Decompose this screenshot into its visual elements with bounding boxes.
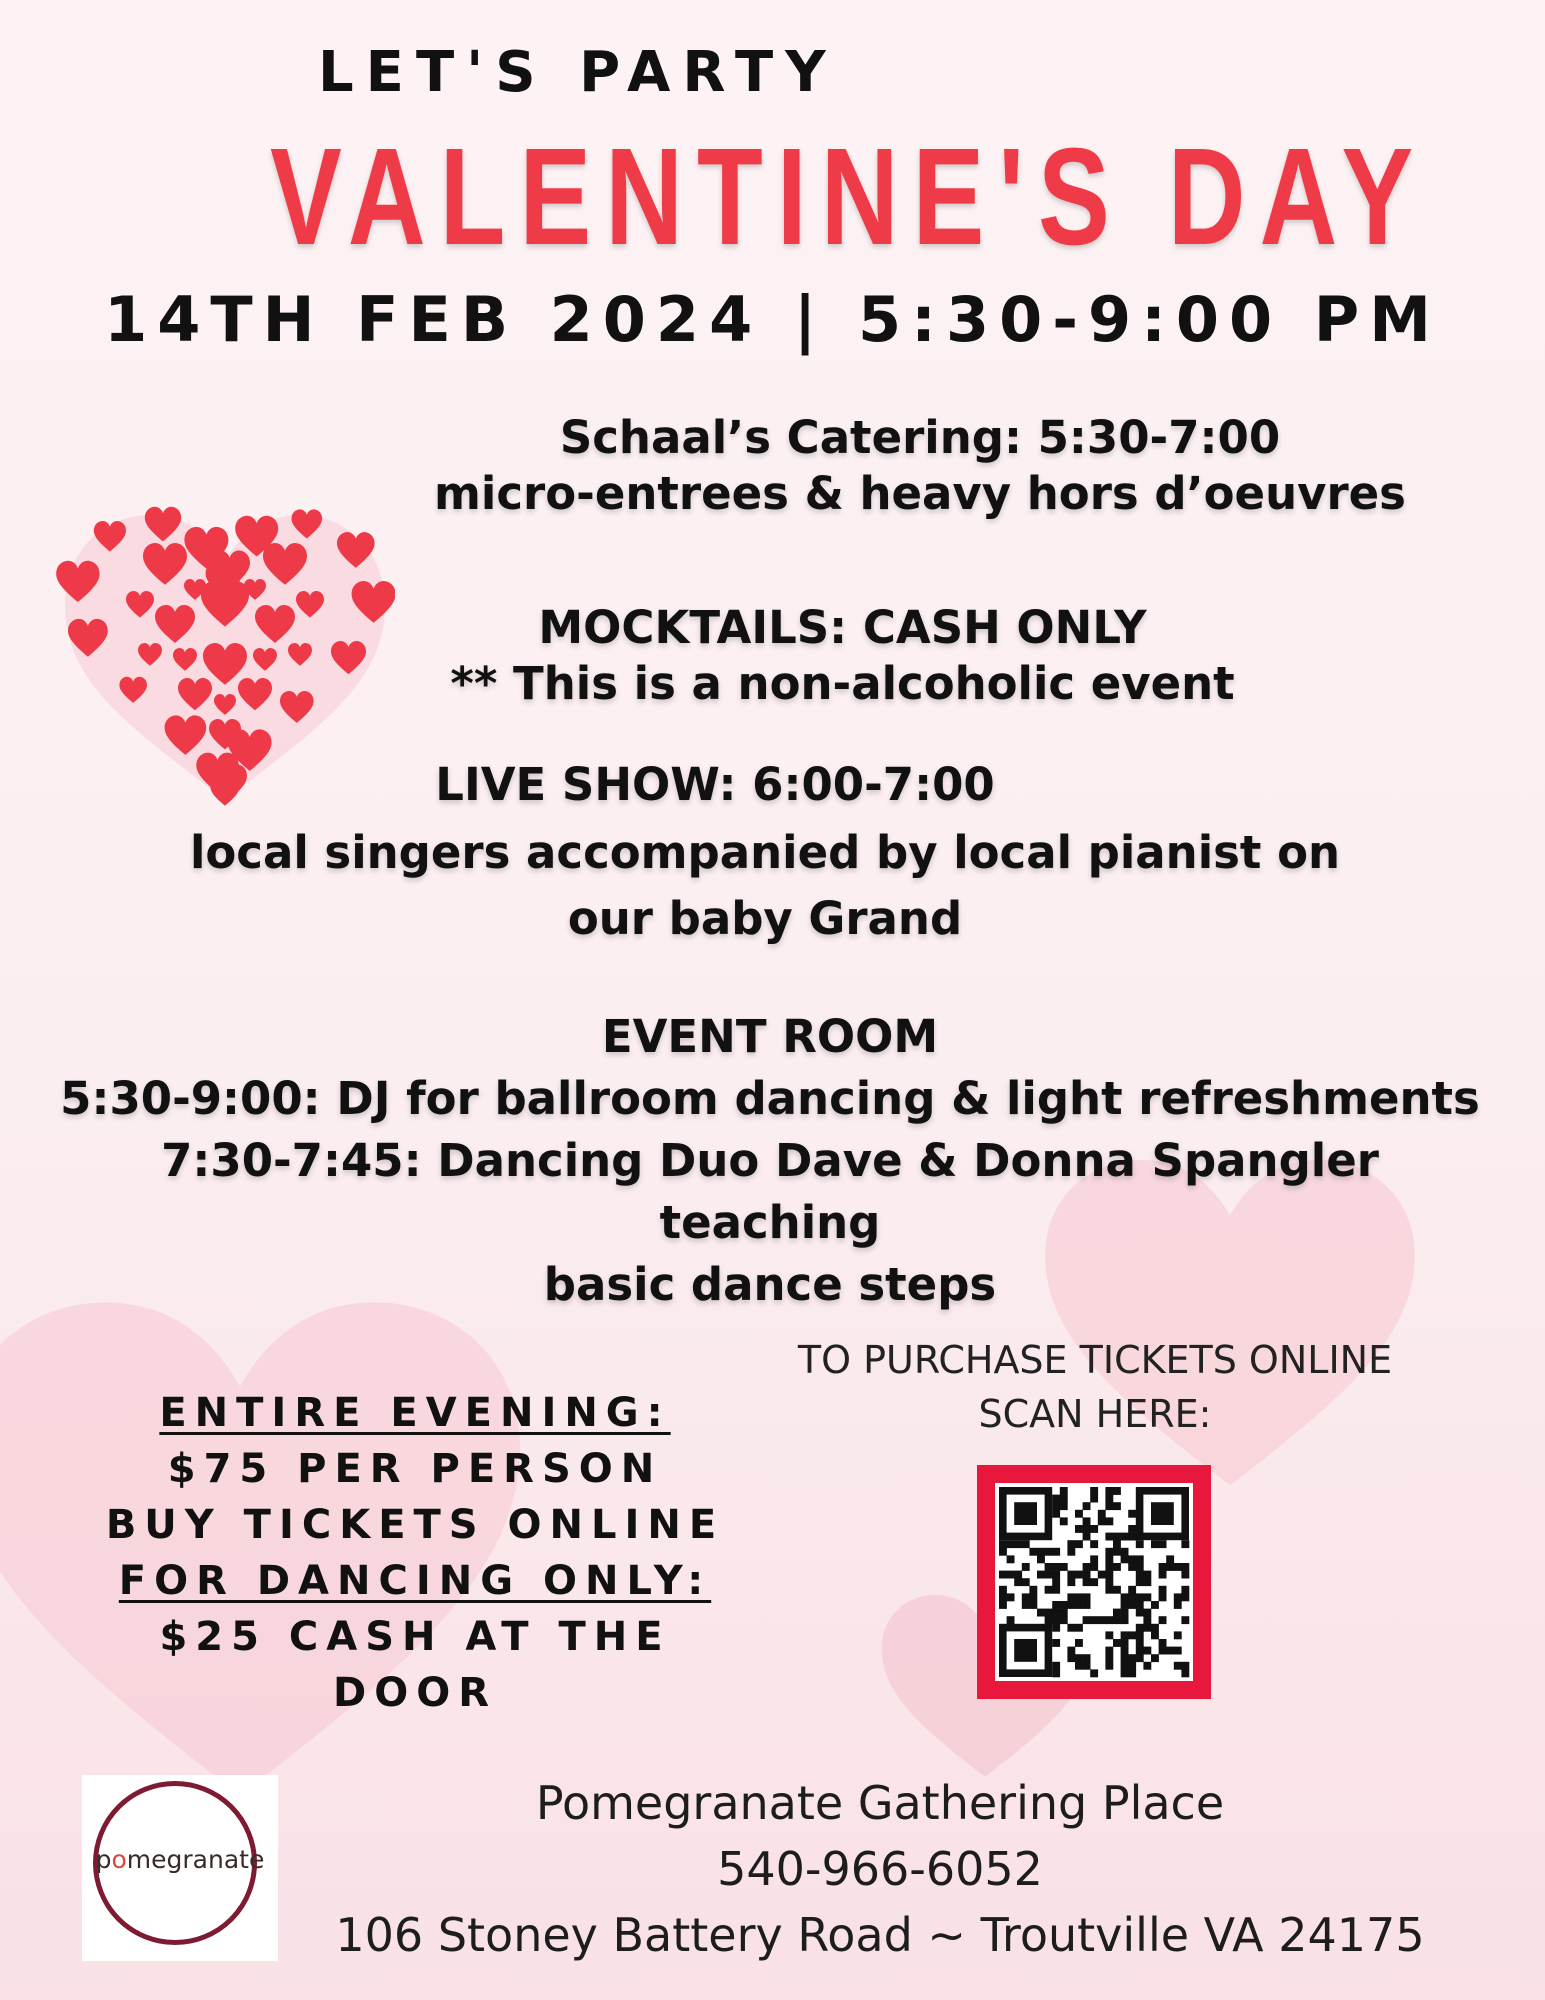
pricing-section <box>70 1385 760 1721</box>
ticket-qr-code[interactable] <box>977 1465 1211 1699</box>
mocktails-line: MOCKTAILS: CASH ONLY <box>538 601 1147 654</box>
non-alcoholic-note: ** This is a non-alcoholic event <box>450 657 1235 710</box>
catering-section <box>380 410 1460 522</box>
event-title: VALENTINE'S DAY <box>270 120 1428 274</box>
live-show-description: local singers accompanied by local pianist on <box>189 826 1341 879</box>
venue-footer <box>300 1770 1460 1968</box>
dancing-only-label: FOR DANCING ONLY: <box>118 1558 712 1604</box>
mocktails-section <box>380 600 1305 712</box>
date-time: 14TH FEB 2024 | 5:30-9:00 PM <box>104 283 1441 356</box>
live-show-description-cont: our baby Grand <box>567 892 963 945</box>
event-room-section <box>60 1006 1480 1316</box>
venue-phone[interactable]: 540-966-6052 <box>717 1842 1043 1896</box>
catering-line: Schaal’s Catering: 5:30-7:00 <box>559 411 1281 464</box>
event-room-dance-steps: basic dance steps <box>543 1258 997 1311</box>
event-room-dj: 5:30-9:00: DJ for ballroom dancing & light refreshments <box>60 1072 1480 1125</box>
catering-description: micro-entrees & heavy hors d’oeuvres <box>434 467 1406 520</box>
buy-tickets-online: BUY TICKETS ONLINE <box>105 1502 725 1548</box>
live-show-heading: LIVE SHOW: 6:00-7:00 <box>435 758 995 811</box>
scan-here: SCAN HERE: <box>978 1392 1212 1436</box>
venue-address: 106 Stoney Battery Road ~ Troutville VA 24175 <box>335 1908 1425 1962</box>
purchase-instructions <box>760 1333 1430 1441</box>
live-show-section <box>100 757 1430 947</box>
dancing-only-price: $25 CASH AT THE DOOR <box>159 1614 671 1716</box>
logo-wordmark: pomegranate <box>95 1845 265 1874</box>
event-room-dancing-duo: 7:30-7:45: Dancing Duo Dave & Donna Spangler teaching <box>161 1134 1379 1249</box>
purchase-line: TO PURCHASE TICKETS ONLINE <box>797 1338 1393 1382</box>
kicker-heading: LET'S PARTY <box>318 40 838 105</box>
entire-evening-label: ENTIRE EVENING: <box>159 1390 671 1436</box>
venue-name: Pomegranate Gathering Place <box>535 1776 1225 1830</box>
event-room-heading: EVENT ROOM <box>601 1010 939 1063</box>
entire-evening-price: $75 PER PERSON <box>167 1446 663 1492</box>
